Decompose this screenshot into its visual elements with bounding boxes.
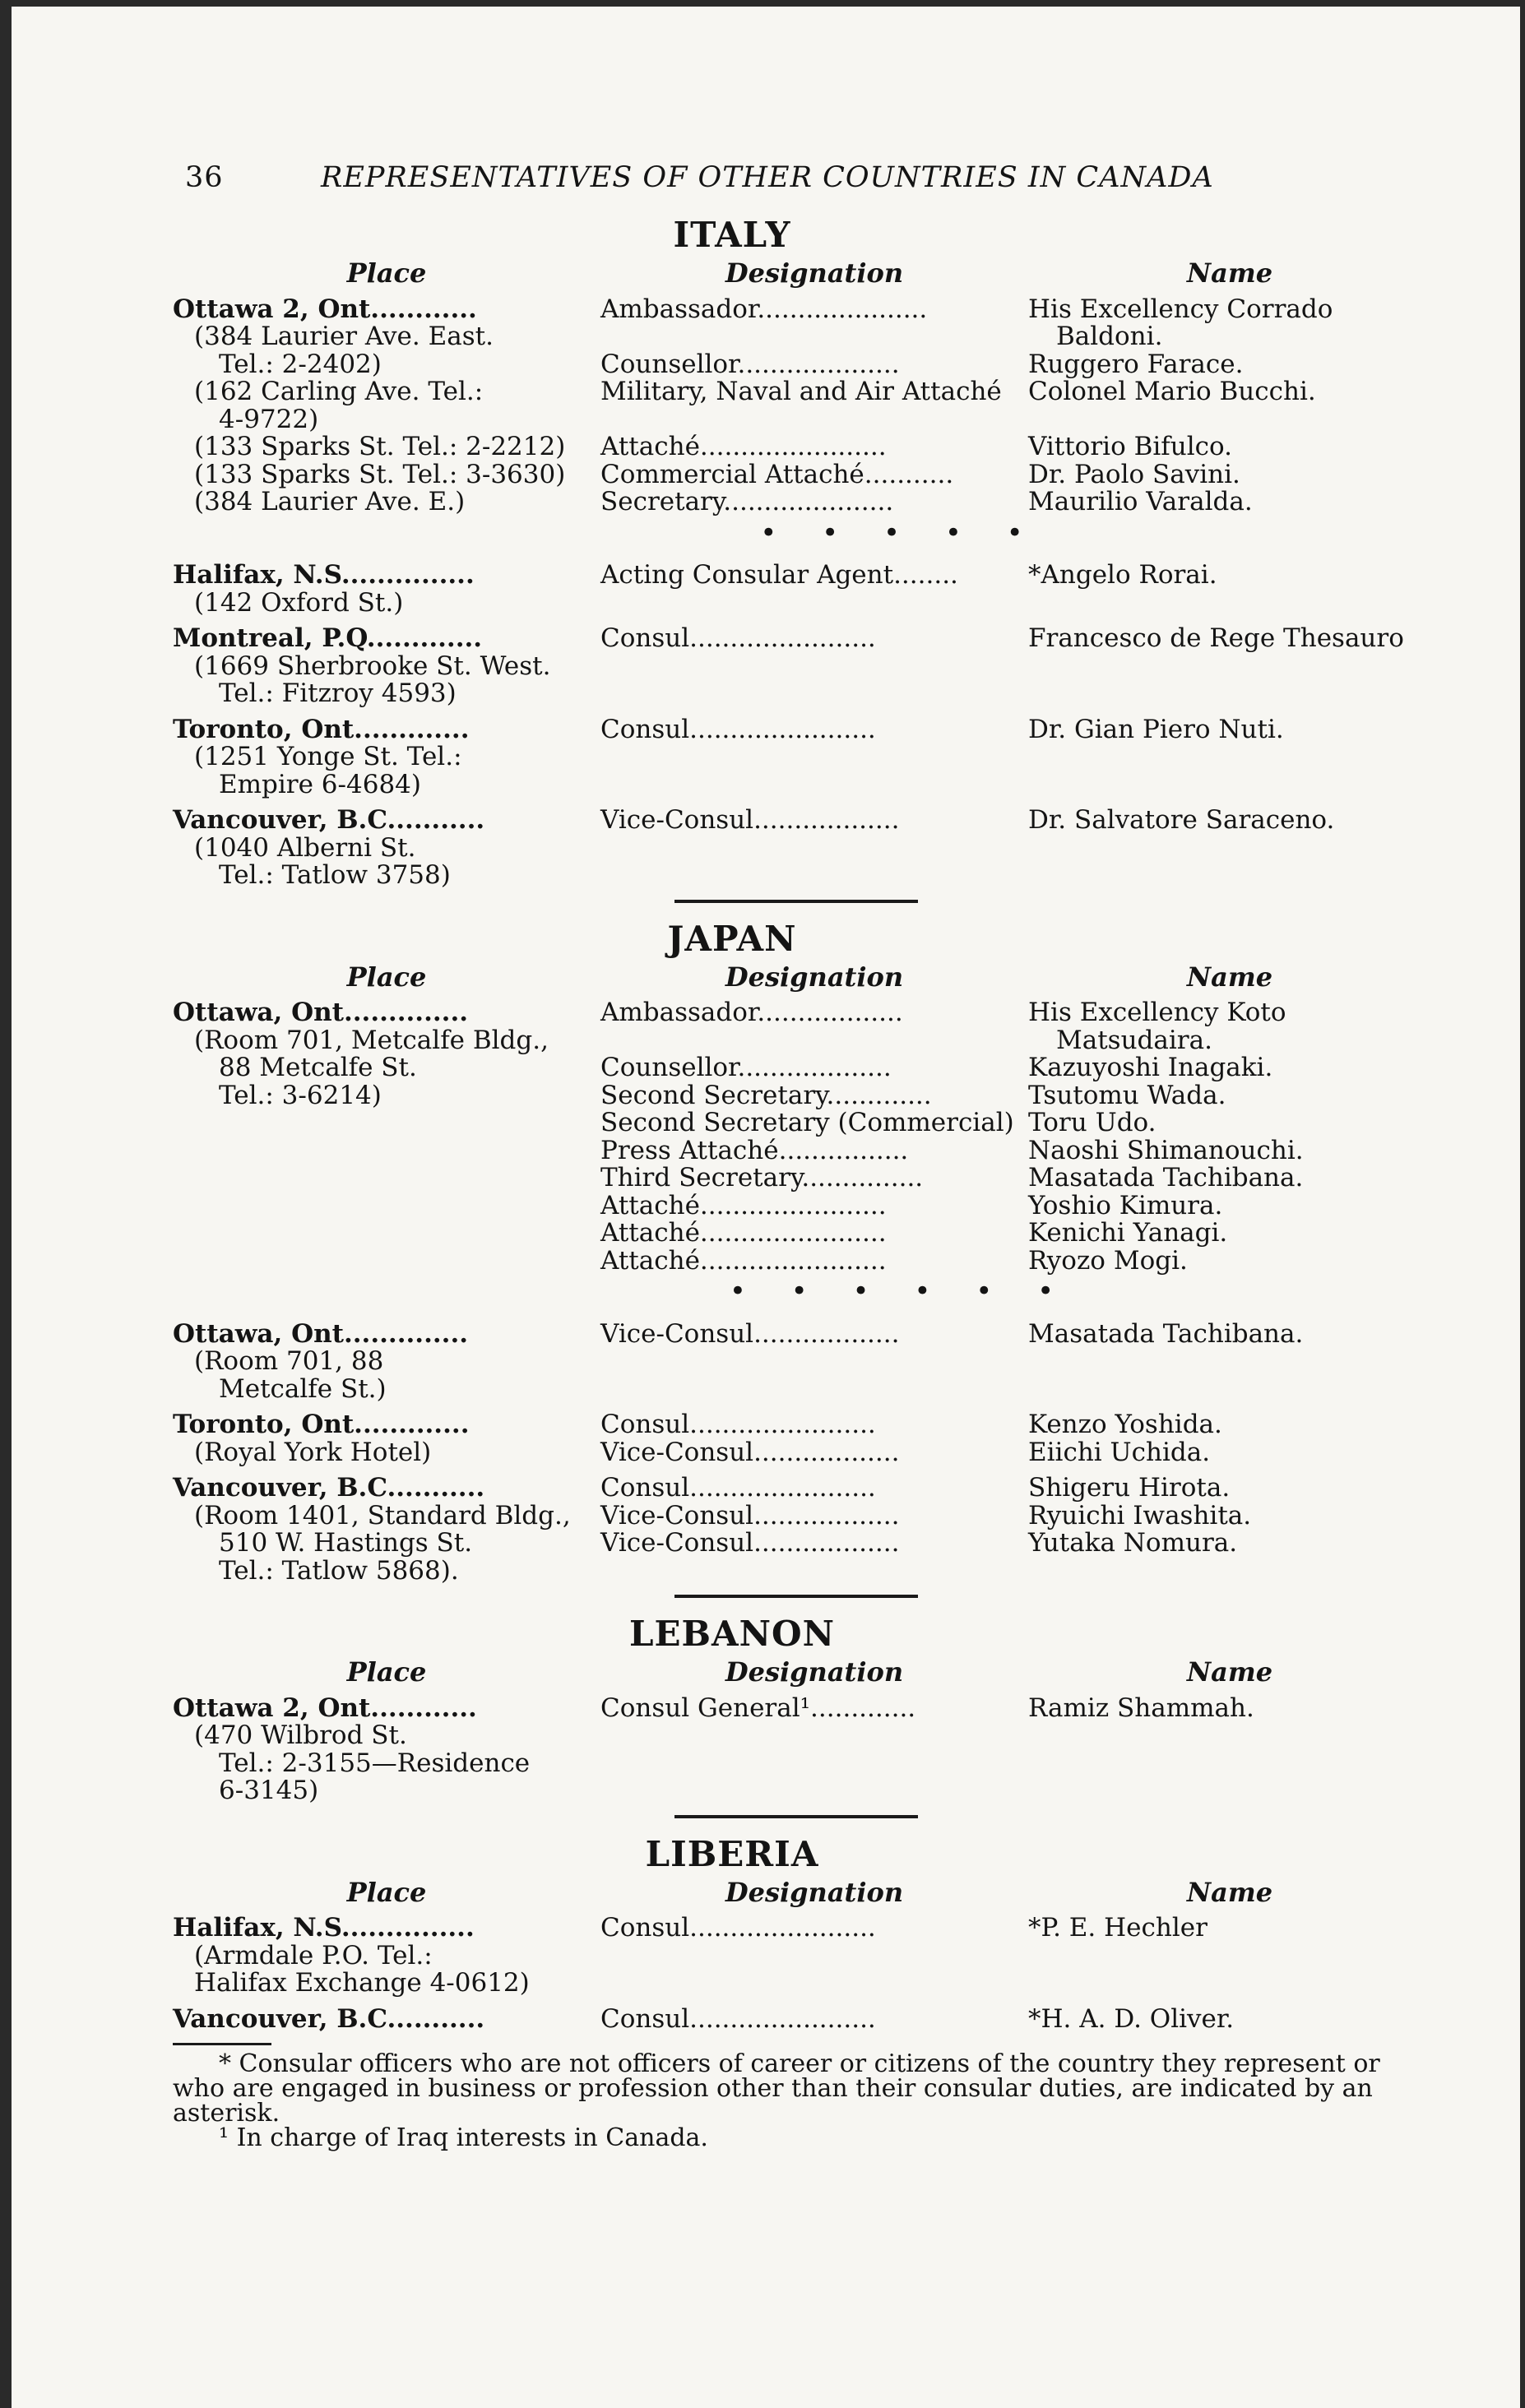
name: Masatada Tachibana.	[1028, 1318, 1304, 1349]
name: Dr. Paolo Savini.	[1028, 459, 1240, 489]
designation: Attaché.......................	[600, 1218, 887, 1248]
name: Shigeru Hirota.	[1028, 1473, 1231, 1503]
designation: Counsellor....................	[600, 349, 900, 379]
designation: Counsellor...................	[600, 1053, 892, 1082]
name: Kazuyoshi Inagaki.	[1028, 1053, 1273, 1082]
col-header-place: Place	[346, 1876, 427, 1908]
designation: Press Attaché................	[600, 1135, 909, 1165]
place: Vancouver, B.C...........	[173, 2003, 485, 2034]
entry-lebanon-ottawa	[173, 1695, 1431, 1805]
entry-italy-toronto	[173, 716, 1431, 799]
address-line: (470 Wilbrod St.	[194, 1720, 407, 1750]
place: Halifax, N.S...............	[173, 560, 475, 590]
entry-italy-vancouver	[173, 807, 1431, 890]
col-header-name: Name	[1186, 1876, 1273, 1908]
place: Toronto, Ont.............	[173, 714, 470, 744]
place: Ottawa 2, Ont............	[173, 294, 477, 324]
footnote-rule	[173, 2043, 271, 2045]
designation: Vice-Consul..................	[600, 1500, 900, 1530]
designation: Consul.......................	[600, 623, 876, 653]
footnote-asterisk: who are engaged in business or profession other than their consular duties, are indicated by an	[173, 2074, 1373, 2103]
designation: Military, Naval and Air Attaché	[600, 377, 1002, 406]
address-line: (162 Carling Ave. Tel.:	[194, 377, 484, 406]
designation: Attaché.......................	[600, 1190, 887, 1220]
address-line: (142 Oxford St.)	[194, 587, 404, 618]
name: Dr. Gian Piero Nuti.	[1028, 714, 1284, 744]
designation: Commercial Attaché...........	[600, 459, 954, 489]
place: Vancouver, B.C...........	[173, 805, 485, 835]
designation: Vice-Consul..................	[600, 1318, 900, 1349]
name: Vittorio Bifulco.	[1028, 432, 1232, 461]
entry-italy-montreal	[173, 625, 1431, 708]
place: Ottawa, Ont..............	[173, 1318, 469, 1349]
designation: Second Secretary (Commercial)	[600, 1108, 1014, 1137]
place: Ottawa 2, Ont............	[173, 1693, 477, 1723]
designation: Acting Consular Agent........	[600, 560, 958, 590]
entry-japan-toronto	[173, 1411, 1431, 1466]
name: Maurilio Varalda.	[1028, 487, 1253, 516]
name: Ruggero Farace.	[1028, 349, 1244, 379]
designation: Vice-Consul..................	[600, 1528, 900, 1558]
designation: Vice-Consul..................	[600, 1437, 900, 1467]
address-line: 88 Metcalfe St.	[219, 1053, 417, 1082]
address-line: Tel.: Fitzroy 4593)	[219, 678, 457, 708]
page-number: 36	[185, 161, 224, 194]
designation: Secretary.....................	[600, 487, 894, 516]
address-line: (1669 Sherbrooke St. West.	[194, 651, 551, 681]
page-content	[173, 215, 1431, 2151]
name: Baldoni.	[1056, 322, 1163, 351]
designation: Consul.......................	[600, 1473, 876, 1503]
section-divider	[674, 1595, 918, 1598]
col-header-name: Name	[1186, 961, 1273, 993]
section-title-japan: JAPAN	[667, 918, 797, 959]
section-divider	[674, 1815, 918, 1818]
designation: Consul.......................	[600, 2003, 876, 2034]
footnote-asterisk: * Consular officers who are not officers of career or citizens of the country they represent or	[219, 2049, 1380, 2078]
address-line: 4-9722)	[219, 404, 319, 434]
col-header-designation: Designation	[725, 961, 904, 993]
name: *H. A. D. Oliver.	[1028, 2003, 1235, 2034]
name: Francesco de Rege Thesauro	[1028, 623, 1404, 653]
col-header-name: Name	[1186, 1656, 1273, 1688]
address-line: 6-3145)	[219, 1776, 319, 1805]
place: Vancouver, B.C...........	[173, 1473, 485, 1503]
address-line: Tel.: Tatlow 5868).	[219, 1555, 459, 1586]
name: Kenzo Yoshida.	[1028, 1410, 1222, 1439]
column-headers	[173, 1876, 1431, 1908]
address-line: (1040 Alberni St.	[194, 832, 416, 863]
name: Yutaka Nomura.	[1028, 1528, 1238, 1558]
col-header-designation: Designation	[725, 257, 904, 289]
entry-italy-halifax	[173, 562, 1431, 617]
address-line: (Room 701, 88	[194, 1346, 384, 1376]
name: Yoshio Kimura.	[1028, 1190, 1223, 1220]
address-line: Tel.: 2-3155—Residence	[219, 1748, 531, 1778]
name: Eiichi Uchida.	[1028, 1437, 1211, 1467]
dot-separator: • • • • •	[760, 516, 1041, 549]
name: *Angelo Rorai.	[1028, 560, 1217, 590]
place: Toronto, Ont.............	[173, 1410, 470, 1439]
address-line: 510 W. Hastings St.	[219, 1528, 473, 1558]
name: *P. E. Hechler	[1028, 1913, 1207, 1943]
entry-japan-ottawa-consular	[173, 1318, 1431, 1404]
name: Ramiz Shammah.	[1028, 1693, 1254, 1723]
running-title: REPRESENTATIVES OF OTHER COUNTRIES IN CANADA	[321, 161, 1214, 194]
designation: Third Secretary...............	[600, 1163, 924, 1192]
col-header-place: Place	[346, 1656, 427, 1688]
entry-italy-ottawa	[173, 296, 1431, 516]
address-line: Halifax Exchange 4-0612)	[194, 1968, 530, 1998]
address-line: Tel.: 2-2402)	[219, 349, 382, 379]
section-title-lebanon: LEBANON	[629, 1614, 835, 1654]
address-line: (Armdale P.O. Tel.:	[194, 1940, 433, 1970]
address-line: (384 Laurier Ave. East.	[194, 322, 494, 351]
designation: Second Secretary.............	[600, 1080, 932, 1110]
address-line: Tel.: 3-6214)	[219, 1080, 382, 1110]
entry-liberia-vancouver	[173, 2003, 1431, 2034]
address-line: (384 Laurier Ave. E.)	[194, 487, 466, 516]
column-headers	[173, 961, 1431, 993]
designation: Consul General¹.............	[600, 1693, 916, 1723]
name: Toru Udo.	[1028, 1108, 1156, 1137]
name: Ryuichi Iwashita.	[1028, 1500, 1252, 1530]
section-title-liberia: LIBERIA	[645, 1833, 819, 1874]
address-line: (1251 Yonge St. Tel.:	[194, 742, 462, 771]
name: Masatada Tachibana.	[1028, 1163, 1304, 1192]
address-line: (133 Sparks St. Tel.: 3-3630)	[194, 459, 566, 489]
column-headers	[173, 1656, 1431, 1688]
entry-liberia-halifax	[173, 1915, 1431, 1998]
column-headers	[173, 257, 1431, 289]
footnotes	[173, 2043, 1431, 2151]
designation: Attaché.......................	[600, 432, 887, 461]
name: Dr. Salvatore Saraceno.	[1028, 805, 1335, 835]
place: Halifax, N.S...............	[173, 1913, 475, 1943]
designation: Attaché.......................	[600, 1245, 887, 1276]
name: Kenichi Yanagi.	[1028, 1218, 1228, 1248]
entry-japan-ottawa	[173, 999, 1431, 1275]
entry-japan-vancouver	[173, 1475, 1431, 1585]
designation: Consul.......................	[600, 1410, 876, 1439]
address-line: Tel.: Tatlow 3758)	[219, 860, 451, 890]
designation: Ambassador.....................	[600, 294, 928, 324]
designation: Vice-Consul..................	[600, 805, 900, 835]
section-title-italy: ITALY	[673, 215, 791, 255]
name: His Excellency Corrado	[1028, 294, 1333, 324]
col-header-place: Place	[346, 257, 427, 289]
address-line: (133 Sparks St. Tel.: 2-2212)	[194, 432, 566, 461]
col-header-designation: Designation	[725, 1656, 904, 1688]
name: His Excellency Koto	[1028, 998, 1286, 1027]
address-line: Metcalfe St.)	[219, 1373, 387, 1404]
address-line: (Royal York Hotel)	[194, 1437, 432, 1467]
designation: Consul.......................	[600, 714, 876, 744]
name: Matsudaira.	[1056, 1025, 1212, 1055]
running-header	[185, 161, 1337, 194]
place: Montreal, P.Q.............	[173, 623, 483, 653]
col-header-name: Name	[1186, 257, 1273, 289]
designation: Ambassador..................	[600, 998, 903, 1027]
name: Naoshi Shimanouchi.	[1028, 1135, 1304, 1165]
col-header-designation: Designation	[725, 1876, 904, 1908]
address-line: (Room 1401, Standard Bldg.,	[194, 1500, 571, 1530]
footnote-asterisk: asterisk.	[173, 2099, 280, 2128]
address-line: (Room 701, Metcalfe Bldg.,	[194, 1025, 549, 1055]
place: Ottawa, Ont..............	[173, 998, 469, 1027]
address-line: Empire 6-4684)	[219, 769, 421, 799]
name: Colonel Mario Bucchi.	[1028, 377, 1316, 406]
dot-separator: • • • • • •	[729, 1275, 1073, 1308]
name: Ryozo Mogi.	[1028, 1245, 1188, 1276]
section-divider	[674, 900, 918, 903]
footnote-one: ¹ In charge of Iraq interests in Canada.	[219, 2123, 708, 2152]
designation: Consul.......................	[600, 1913, 876, 1943]
name: Tsutomu Wada.	[1028, 1080, 1226, 1110]
col-header-place: Place	[346, 961, 427, 993]
